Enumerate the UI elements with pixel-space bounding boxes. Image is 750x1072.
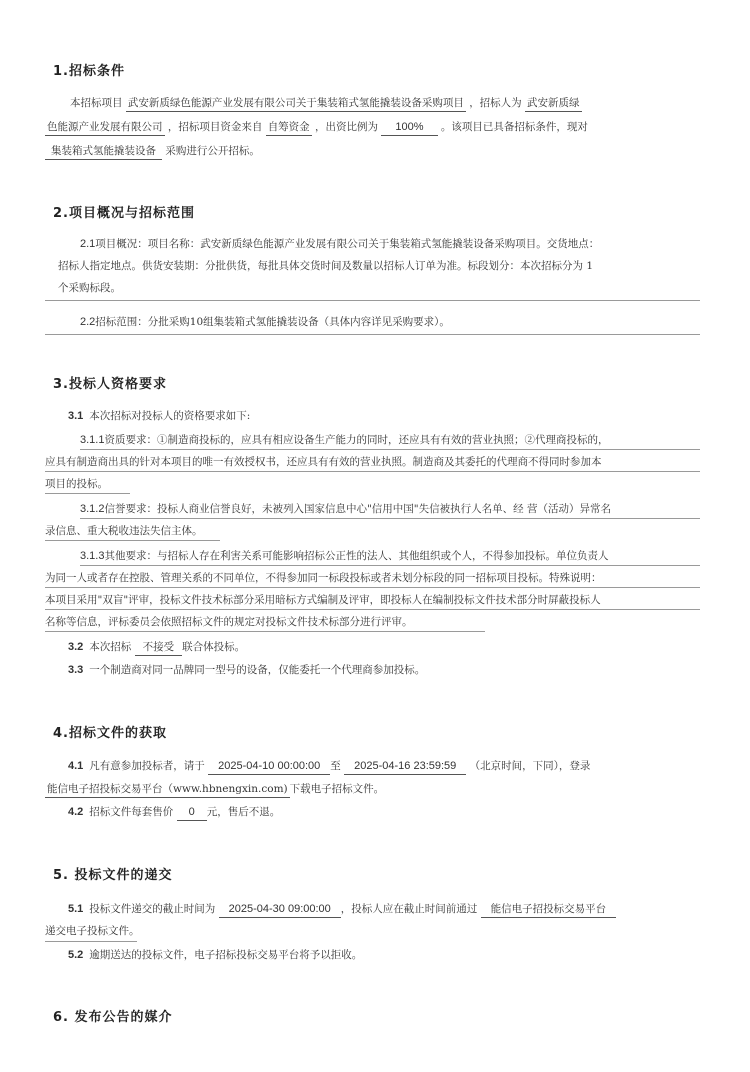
s2-2-line: 2.2招标范围：分批采购10组集装箱式氢能撬装设备（具体内容详见采购要求）。 (80, 316, 450, 328)
end-time-field: 2025-04-16 23:59:59 (344, 759, 466, 775)
start-time-field: 2025-04-10 00:00:00 (208, 759, 330, 775)
s4-1-line-1: 4.1 凡有意参加投标者，请于 2025-04-10 00:00:00 至 2025-04-16 23:59:59 （北京时间，下同），登录 (68, 755, 728, 777)
price-field: 0 (177, 805, 207, 821)
s1-line-2: 色能源产业发展有限公司 ，招标项目资金来自 自筹资金 ，出资比例为 100% 。该项目已具备招标条件，现对 (45, 116, 705, 138)
section-3-heading: 3.投标人资格要求 (53, 377, 167, 392)
clause-number: 2.1 (80, 238, 96, 250)
underline (45, 631, 485, 632)
underline (80, 565, 700, 566)
underline (45, 941, 137, 942)
s2-1-line-2: 招标人指定地点。供货安装期：分批供货，每批具体交货时间及数量以招标人订单为准。标段划分：本次招标分为 1 (58, 260, 594, 272)
underline (45, 609, 700, 610)
s3-2-line: 3.2 本次招标 不接受 联合体投标。 (68, 636, 728, 658)
platform-link[interactable]: 能信电子招投标交易平台（www.hbnengxin.com) (45, 782, 290, 798)
s3-1-2-line-1: 3.1.2信誉要求：投标人商业信誉良好，未被列入国家信息中心"信用中国"失信被执行人名单、经 营（活动）异常名 (80, 503, 611, 515)
divider (45, 300, 700, 301)
s2-1-line-3: 个采购标段。 (58, 282, 121, 294)
underline (45, 587, 700, 588)
section-6-heading: 6. 发布公告的媒介 (53, 1010, 173, 1025)
section-1-heading: 1.招标条件 (53, 64, 125, 79)
submission-platform-field: 能信电子招投标交易平台 (481, 902, 617, 918)
s3-1-3-line-4: 名称等信息，评标委员会依照招标文件的规定对投标文件技术标部分进行评审。 (45, 616, 413, 628)
s4-2-line: 4.2 招标文件每套售价 0 元，售后不退。 (68, 801, 728, 823)
underline (80, 449, 700, 450)
section-4-heading: 4.招标文件的获取 (53, 726, 167, 741)
s3-1-1-line-2: 应具有制造商出具的针对本项目的唯一有效授权书，还应具有有效的营业执照。制造商及其委托的代理商不得同时参加本 (45, 456, 602, 468)
section-2-heading: 2.项目概况与招标范围 (53, 206, 195, 221)
s3-1-1-line-1: 3.1.1资质要求：①制造商投标的，应具有相应设备生产能力的同时，还应具有有效的营业执照；②代理商投标的， (80, 434, 609, 446)
section-5-heading: 5. 投标文件的递交 (53, 868, 173, 883)
s5-2-line: 5.2 逾期送达的投标文件，电子招标投标交易平台将予以拒收。 (68, 949, 363, 961)
s1-line-3: 集装箱式氢能撬装设备 采购进行公开招标。 (45, 140, 705, 162)
tenderer-field-a: 武安新质绿 (525, 96, 582, 112)
project-name-field: 武安新质绿色能源产业发展有限公司关于集装箱式氢能撬装设备采购项目 (126, 96, 466, 112)
s3-1-3-line-2: 为同一人或者存在控股、管理关系的不同单位，不得参加同一标段投标或者未划分标段的同一招标项目投标。特殊说明： (45, 572, 602, 584)
s3-1-1-line-3: 项目的投标。 (45, 478, 108, 490)
underline (45, 540, 220, 541)
consortium-field: 不接受 (135, 640, 183, 656)
fund-ratio-field: 100% (381, 120, 437, 136)
divider (45, 334, 700, 335)
tenderer-field-b: 色能源产业发展有限公司 (45, 120, 165, 136)
subject-field: 集装箱式氢能撬装设备 (45, 144, 162, 160)
s2-1-line-1: 2.1项目概况：项目名称：武安新质绿色能源产业发展有限公司关于集装箱式氢能撬装设备采购项目。交货地点： (80, 238, 600, 250)
s4-1-line-2: 能信电子招投标交易平台（www.hbnengxin.com) 下载电子招标文件。 (45, 778, 705, 800)
s3-3-line: 3.3 一个制造商对同一品牌同一型号的设备，仅能委托一个代理商参加投标。 (68, 664, 426, 676)
s3-1-3-line-1: 3.1.3其他要求：与招标人存在利害关系可能影响招标公正性的法人、其他组织或个人，不得参加投标。单位负责人 (80, 550, 609, 562)
underline (80, 518, 700, 519)
deadline-field: 2025-04-30 09:00:00 (219, 902, 341, 918)
s3-1-line: 3.1 本次招标对投标人的资格要求如下: (68, 410, 251, 422)
s5-1-line-1: 5.1 投标文件递交的截止时间为 2025-04-30 09:00:00 ，投标人应在截止时间前通过 能信电子招投标交易平台 (68, 898, 728, 920)
s5-1-line-2: 递交电子投标文件。 (45, 925, 140, 937)
s3-1-2-line-2: 录信息、重大税收违法失信主体。 (45, 525, 203, 537)
underline (45, 471, 700, 472)
underline (45, 493, 130, 494)
fund-source-field: 自筹资金 (266, 120, 312, 136)
clause-number: 2.2 (80, 316, 96, 328)
s3-1-3-line-3: 本项目采用"双盲"评审，投标文件技术标部分采用暗标方式编制及评审，即投标人在编制投标文件技术部分时屏蔽投标人 (45, 594, 601, 606)
s1-line-1: 本招标项目 武安新质绿色能源产业发展有限公司关于集装箱式氢能撬装设备采购项目 ，招标人为 武安新质绿 (70, 92, 730, 114)
